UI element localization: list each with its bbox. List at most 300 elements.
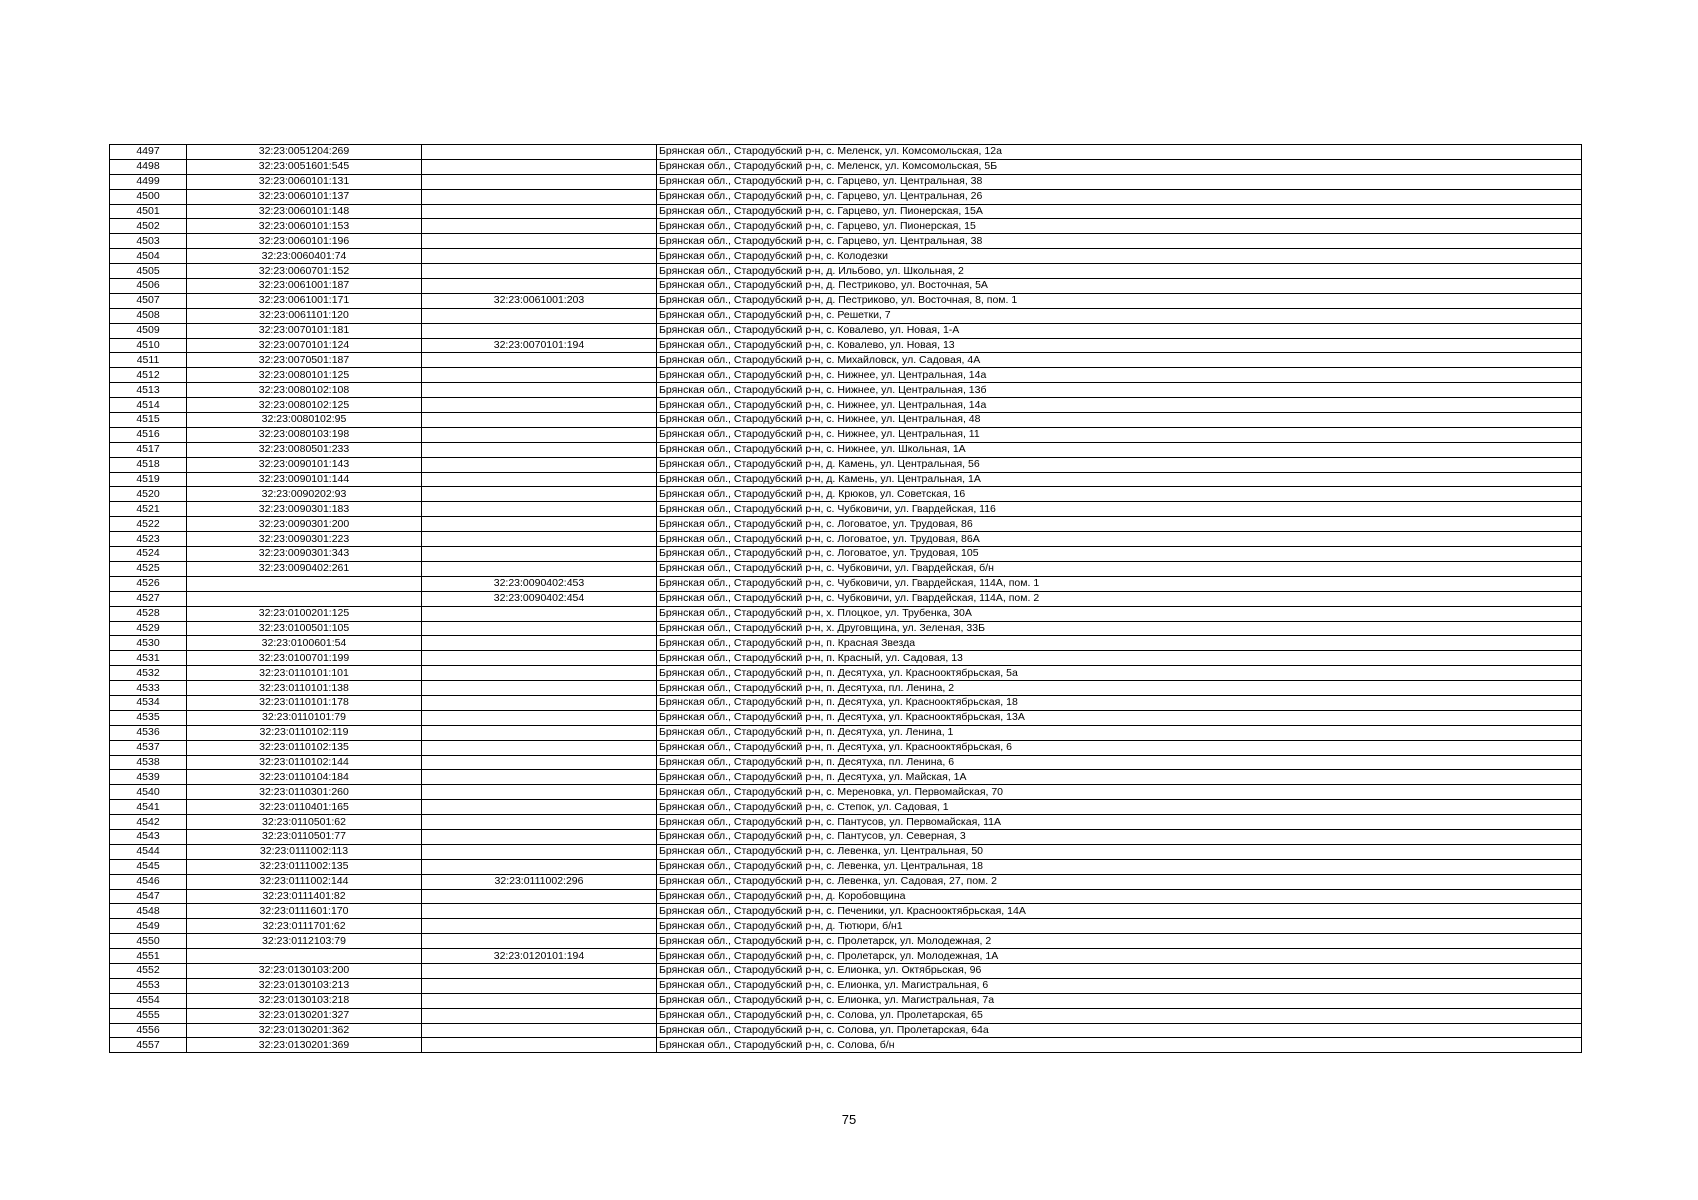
cadastral-number-cell: 32:23:0060101:148 — [187, 204, 422, 219]
table-row — [110, 1038, 1582, 1053]
row-number-cell: 4517 — [110, 442, 187, 457]
room-cadastral-number-cell: 32:23:0120101:194 — [422, 949, 657, 964]
table-row — [110, 487, 1582, 502]
cadastral-number-cell: 32:23:0110501:77 — [187, 829, 422, 844]
cadastral-number-cell: 32:23:0080101:125 — [187, 368, 422, 383]
address-cell: Брянская обл., Стародубский р-н, с. Елионка, ул. Октябрьская, 96 — [657, 963, 1582, 978]
cadastral-number-cell: 32:23:0070501:187 — [187, 353, 422, 368]
address-cell: Брянская обл., Стародубский р-н, х. Друговщина, ул. Зеленая, 33Б — [657, 621, 1582, 636]
address-cell: Брянская обл., Стародубский р-н, с. Нижнее, ул. Школьная, 1А — [657, 442, 1582, 457]
address-cell: Брянская обл., Стародубский р-н, с. Левенка, ул. Центральная, 18 — [657, 859, 1582, 874]
row-number-cell: 4505 — [110, 264, 187, 279]
room-cadastral-number-cell — [422, 323, 657, 338]
room-cadastral-number-cell — [422, 219, 657, 234]
cadastral-number-cell: 32:23:0051601:545 — [187, 159, 422, 174]
row-number-cell: 4553 — [110, 978, 187, 993]
address-cell: Брянская обл., Стародубский р-н, с. Левенка, ул. Центральная, 50 — [657, 844, 1582, 859]
room-cadastral-number-cell — [422, 159, 657, 174]
table-row — [110, 323, 1582, 338]
row-number-cell: 4497 — [110, 145, 187, 160]
cadastral-number-cell: 32:23:0060101:196 — [187, 234, 422, 249]
address-cell: Брянская обл., Стародубский р-н, с. Чубковичи, ул. Гвардейская, 116 — [657, 502, 1582, 517]
table-row — [110, 413, 1582, 428]
row-number-cell: 4531 — [110, 651, 187, 666]
address-cell: Брянская обл., Стародубский р-н, с. Чубковичи, ул. Гвардейская, б/н — [657, 561, 1582, 576]
table-row — [110, 934, 1582, 949]
room-cadastral-number-cell — [422, 532, 657, 547]
row-number-cell: 4515 — [110, 413, 187, 428]
table-row — [110, 517, 1582, 532]
table-row — [110, 710, 1582, 725]
table-row — [110, 293, 1582, 308]
address-cell: Брянская обл., Стародубский р-н, с. Пролетарск, ул. Молодежная, 2 — [657, 934, 1582, 949]
row-number-cell: 4525 — [110, 561, 187, 576]
room-cadastral-number-cell: 32:23:0061001:203 — [422, 293, 657, 308]
room-cadastral-number-cell — [422, 666, 657, 681]
row-number-cell: 4526 — [110, 576, 187, 591]
room-cadastral-number-cell — [422, 681, 657, 696]
cadastral-number-cell: 32:23:0080102:125 — [187, 398, 422, 413]
room-cadastral-number-cell — [422, 1038, 657, 1053]
row-number-cell: 4543 — [110, 829, 187, 844]
room-cadastral-number-cell — [422, 993, 657, 1008]
cadastral-number-cell: 32:23:0090202:93 — [187, 487, 422, 502]
row-number-cell: 4502 — [110, 219, 187, 234]
row-number-cell: 4507 — [110, 293, 187, 308]
table-row — [110, 800, 1582, 815]
room-cadastral-number-cell — [422, 785, 657, 800]
table-row — [110, 874, 1582, 889]
cadastral-number-cell: 32:23:0130201:327 — [187, 1008, 422, 1023]
table-row — [110, 755, 1582, 770]
table-row — [110, 1023, 1582, 1038]
cadastral-number-cell: 32:23:0130103:200 — [187, 963, 422, 978]
address-cell: Брянская обл., Стародубский р-н, д. Пестриково, ул. Восточная, 5А — [657, 279, 1582, 294]
cadastral-number-cell: 32:23:0051204:269 — [187, 145, 422, 160]
cadastral-number-cell: 32:23:0130201:362 — [187, 1023, 422, 1038]
cadastral-number-cell: 32:23:0100601:54 — [187, 636, 422, 651]
address-cell: Брянская обл., Стародубский р-н, п. Десятуха, пл. Ленина, 2 — [657, 681, 1582, 696]
address-cell: Брянская обл., Стародубский р-н, х. Плоцкое, ул. Трубенка, 30А — [657, 606, 1582, 621]
address-cell: Брянская обл., Стародубский р-н, с. Пантусов, ул. Северная, 3 — [657, 829, 1582, 844]
room-cadastral-number-cell — [422, 249, 657, 264]
row-number-cell: 4532 — [110, 666, 187, 681]
cadastral-number-cell: 32:23:0110401:165 — [187, 800, 422, 815]
room-cadastral-number-cell — [422, 472, 657, 487]
table-row — [110, 279, 1582, 294]
cadastral-number-cell: 32:23:0112103:79 — [187, 934, 422, 949]
table-row — [110, 502, 1582, 517]
room-cadastral-number-cell: 32:23:0090402:454 — [422, 591, 657, 606]
address-cell: Брянская обл., Стародубский р-н, с. Мереновка, ул. Первомайская, 70 — [657, 785, 1582, 800]
address-cell: Брянская обл., Стародубский р-н, д. Крюков, ул. Советская, 16 — [657, 487, 1582, 502]
row-number-cell: 4500 — [110, 189, 187, 204]
row-number-cell: 4554 — [110, 993, 187, 1008]
cadastral-number-cell: 32:23:0070101:124 — [187, 338, 422, 353]
room-cadastral-number-cell: 32:23:0090402:453 — [422, 576, 657, 591]
address-cell: Брянская обл., Стародубский р-н, п. Десятуха, ул. Майская, 1А — [657, 770, 1582, 785]
row-number-cell: 4538 — [110, 755, 187, 770]
row-number-cell: 4549 — [110, 919, 187, 934]
address-cell: Брянская обл., Стародубский р-н, с. Меленск, ул. Комсомольская, 12а — [657, 145, 1582, 160]
address-cell: Брянская обл., Стародубский р-н, с. Гарцево, ул. Центральная, 38 — [657, 234, 1582, 249]
cadastral-number-cell: 32:23:0070101:181 — [187, 323, 422, 338]
table-row — [110, 949, 1582, 964]
row-number-cell: 4555 — [110, 1008, 187, 1023]
room-cadastral-number-cell — [422, 636, 657, 651]
address-cell: Брянская обл., Стародубский р-н, п. Десятуха, ул. Краснооктябрьская, 6 — [657, 740, 1582, 755]
room-cadastral-number-cell — [422, 502, 657, 517]
cadastral-number-cell: 32:23:0080501:233 — [187, 442, 422, 457]
address-cell: Брянская обл., Стародубский р-н, д. Тютюри, б/н1 — [657, 919, 1582, 934]
address-cell: Брянская обл., Стародубский р-н, с. Решетки, 7 — [657, 308, 1582, 323]
cadastral-number-cell: 32:23:0111701:62 — [187, 919, 422, 934]
table-row — [110, 338, 1582, 353]
table-row — [110, 859, 1582, 874]
table-row — [110, 636, 1582, 651]
room-cadastral-number-cell — [422, 383, 657, 398]
room-cadastral-number-cell — [422, 621, 657, 636]
room-cadastral-number-cell — [422, 800, 657, 815]
table-row — [110, 904, 1582, 919]
row-number-cell: 4511 — [110, 353, 187, 368]
table-row — [110, 844, 1582, 859]
address-cell: Брянская обл., Стародубский р-н, с. Пролетарск, ул. Молодежная, 1А — [657, 949, 1582, 964]
cadastral-number-cell: 32:23:0060101:137 — [187, 189, 422, 204]
address-cell: Брянская обл., Стародубский р-н, с. Гарцево, ул. Пионерская, 15 — [657, 219, 1582, 234]
address-cell: Брянская обл., Стародубский р-н, п. Десятуха, пл. Ленина, 6 — [657, 755, 1582, 770]
table-row — [110, 561, 1582, 576]
row-number-cell: 4548 — [110, 904, 187, 919]
cadastral-number-cell: 32:23:0061001:171 — [187, 293, 422, 308]
cadastral-number-cell: 32:23:0130201:369 — [187, 1038, 422, 1053]
row-number-cell: 4499 — [110, 174, 187, 189]
row-number-cell: 4551 — [110, 949, 187, 964]
address-cell: Брянская обл., Стародубский р-н, с. Нижнее, ул. Центральная, 48 — [657, 413, 1582, 428]
cadastral-number-cell: 32:23:0110101:79 — [187, 710, 422, 725]
address-cell: Брянская обл., Стародубский р-н, д. Пестриково, ул. Восточная, 8, пом. 1 — [657, 293, 1582, 308]
address-cell: Брянская обл., Стародубский р-н, п. Красный, ул. Садовая, 13 — [657, 651, 1582, 666]
room-cadastral-number-cell: 32:23:0111002:296 — [422, 874, 657, 889]
cadastral-number-cell: 32:23:0110301:260 — [187, 785, 422, 800]
cadastral-number-cell: 32:23:0110102:144 — [187, 755, 422, 770]
row-number-cell: 4522 — [110, 517, 187, 532]
room-cadastral-number-cell — [422, 189, 657, 204]
address-cell: Брянская обл., Стародубский р-н, с. Логоватое, ул. Трудовая, 86 — [657, 517, 1582, 532]
cadastral-number-cell: 32:23:0060701:152 — [187, 264, 422, 279]
table-row — [110, 472, 1582, 487]
room-cadastral-number-cell — [422, 145, 657, 160]
cadastral-number-cell: 32:23:0080102:108 — [187, 383, 422, 398]
table-row — [110, 770, 1582, 785]
address-cell: Брянская обл., Стародубский р-н, с. Гарцево, ул. Центральная, 26 — [657, 189, 1582, 204]
cadastral-number-cell: 32:23:0060101:131 — [187, 174, 422, 189]
address-cell: Брянская обл., Стародубский р-н, с. Гарцево, ул. Пионерская, 15А — [657, 204, 1582, 219]
room-cadastral-number-cell — [422, 889, 657, 904]
row-number-cell: 4512 — [110, 368, 187, 383]
row-number-cell: 4519 — [110, 472, 187, 487]
room-cadastral-number-cell — [422, 740, 657, 755]
room-cadastral-number-cell — [422, 695, 657, 710]
cadastral-number-cell — [187, 591, 422, 606]
table-row — [110, 993, 1582, 1008]
room-cadastral-number-cell — [422, 844, 657, 859]
table-row — [110, 368, 1582, 383]
cadastral-number-cell: 32:23:0080102:95 — [187, 413, 422, 428]
row-number-cell: 4530 — [110, 636, 187, 651]
address-cell: Брянская обл., Стародубский р-н, с. Солова, б/н — [657, 1038, 1582, 1053]
address-cell: Брянская обл., Стародубский р-н, с. Нижнее, ул. Центральная, 14а — [657, 368, 1582, 383]
row-number-cell: 4528 — [110, 606, 187, 621]
address-cell: Брянская обл., Стародубский р-н, д. Камень, ул. Центральная, 1А — [657, 472, 1582, 487]
room-cadastral-number-cell — [422, 517, 657, 532]
table-row — [110, 308, 1582, 323]
property-table — [109, 144, 1582, 1053]
address-cell: Брянская обл., Стародубский р-н, п. Красная Звезда — [657, 636, 1582, 651]
address-cell: Брянская обл., Стародубский р-н, д. Коробовщина — [657, 889, 1582, 904]
row-number-cell: 4533 — [110, 681, 187, 696]
row-number-cell: 4506 — [110, 279, 187, 294]
row-number-cell: 4529 — [110, 621, 187, 636]
room-cadastral-number-cell — [422, 904, 657, 919]
row-number-cell: 4501 — [110, 204, 187, 219]
row-number-cell: 4523 — [110, 532, 187, 547]
page-number: 75 — [841, 1112, 857, 1127]
row-number-cell: 4520 — [110, 487, 187, 502]
cadastral-number-cell: 32:23:0110102:119 — [187, 725, 422, 740]
address-cell: Брянская обл., Стародубский р-н, с. Логоватое, ул. Трудовая, 86А — [657, 532, 1582, 547]
table-row — [110, 383, 1582, 398]
room-cadastral-number-cell — [422, 725, 657, 740]
table-row — [110, 695, 1582, 710]
row-number-cell: 4552 — [110, 963, 187, 978]
table-row — [110, 532, 1582, 547]
room-cadastral-number-cell — [422, 934, 657, 949]
cadastral-number-cell: 32:23:0090301:200 — [187, 517, 422, 532]
address-cell: Брянская обл., Стародубский р-н, с. Нижнее, ул. Центральная, 11 — [657, 427, 1582, 442]
table-row — [110, 442, 1582, 457]
row-number-cell: 4514 — [110, 398, 187, 413]
row-number-cell: 4504 — [110, 249, 187, 264]
row-number-cell: 4516 — [110, 427, 187, 442]
table-row — [110, 978, 1582, 993]
cadastral-number-cell: 32:23:0090101:144 — [187, 472, 422, 487]
table-row — [110, 457, 1582, 472]
room-cadastral-number-cell — [422, 174, 657, 189]
address-cell: Брянская обл., Стародубский р-н, с. Елионка, ул. Магистральная, 6 — [657, 978, 1582, 993]
table-row — [110, 1008, 1582, 1023]
table-row — [110, 815, 1582, 830]
table-row — [110, 919, 1582, 934]
room-cadastral-number-cell — [422, 963, 657, 978]
row-number-cell: 4518 — [110, 457, 187, 472]
row-number-cell: 4524 — [110, 547, 187, 562]
cadastral-number-cell: 32:23:0110101:101 — [187, 666, 422, 681]
table-row — [110, 889, 1582, 904]
address-cell: Брянская обл., Стародубский р-н, с. Ковалево, ул. Новая, 13 — [657, 338, 1582, 353]
table-row — [110, 725, 1582, 740]
address-cell: Брянская обл., Стародубский р-н, с. Печеники, ул. Краснооктябрьская, 14А — [657, 904, 1582, 919]
row-number-cell: 4521 — [110, 502, 187, 517]
row-number-cell: 4536 — [110, 725, 187, 740]
row-number-cell: 4509 — [110, 323, 187, 338]
room-cadastral-number-cell — [422, 353, 657, 368]
cadastral-number-cell: 32:23:0111002:135 — [187, 859, 422, 874]
room-cadastral-number-cell — [422, 457, 657, 472]
table-row — [110, 219, 1582, 234]
cadastral-number-cell: 32:23:0100201:125 — [187, 606, 422, 621]
address-cell: Брянская обл., Стародубский р-н, с. Чубковичи, ул. Гвардейская, 114А, пом. 2 — [657, 591, 1582, 606]
row-number-cell: 4540 — [110, 785, 187, 800]
table-row — [110, 829, 1582, 844]
address-cell: Брянская обл., Стародубский р-н, с. Меленск, ул. Комсомольская, 5Б — [657, 159, 1582, 174]
room-cadastral-number-cell — [422, 919, 657, 934]
cadastral-number-cell: 32:23:0090301:183 — [187, 502, 422, 517]
row-number-cell: 4542 — [110, 815, 187, 830]
row-number-cell: 4546 — [110, 874, 187, 889]
room-cadastral-number-cell — [422, 859, 657, 874]
row-number-cell: 4539 — [110, 770, 187, 785]
table-row — [110, 740, 1582, 755]
room-cadastral-number-cell — [422, 442, 657, 457]
cadastral-number-cell: 32:23:0110101:178 — [187, 695, 422, 710]
address-cell: Брянская обл., Стародубский р-н, п. Десятуха, ул. Краснооктябрьская, 5а — [657, 666, 1582, 681]
row-number-cell: 4510 — [110, 338, 187, 353]
cadastral-number-cell: 32:23:0090301:343 — [187, 547, 422, 562]
room-cadastral-number-cell — [422, 308, 657, 323]
table-row — [110, 427, 1582, 442]
cadastral-number-cell: 32:23:0111401:82 — [187, 889, 422, 904]
row-number-cell: 4537 — [110, 740, 187, 755]
table-row — [110, 963, 1582, 978]
room-cadastral-number-cell — [422, 978, 657, 993]
row-number-cell: 4541 — [110, 800, 187, 815]
table-body — [110, 145, 1582, 1053]
room-cadastral-number-cell — [422, 204, 657, 219]
room-cadastral-number-cell: 32:23:0070101:194 — [422, 338, 657, 353]
table-row — [110, 576, 1582, 591]
cadastral-number-cell: 32:23:0060401:74 — [187, 249, 422, 264]
room-cadastral-number-cell — [422, 264, 657, 279]
cadastral-number-cell: 32:23:0110501:62 — [187, 815, 422, 830]
row-number-cell: 4498 — [110, 159, 187, 174]
address-cell: Брянская обл., Стародубский р-н, п. Десятуха, ул. Краснооктябрьская, 13А — [657, 710, 1582, 725]
cadastral-number-cell: 32:23:0111002:113 — [187, 844, 422, 859]
cadastral-number-cell: 32:23:0060101:153 — [187, 219, 422, 234]
address-cell: Брянская обл., Стародубский р-н, с. Чубковичи, ул. Гвардейская, 114А, пом. 1 — [657, 576, 1582, 591]
row-number-cell: 4545 — [110, 859, 187, 874]
cadastral-number-cell: 32:23:0111601:170 — [187, 904, 422, 919]
address-cell: Брянская обл., Стародубский р-н, с. Солова, ул. Пролетарская, 64а — [657, 1023, 1582, 1038]
table-row — [110, 189, 1582, 204]
room-cadastral-number-cell — [422, 606, 657, 621]
cadastral-number-cell: 32:23:0130103:218 — [187, 993, 422, 1008]
row-number-cell: 4557 — [110, 1038, 187, 1053]
row-number-cell: 4527 — [110, 591, 187, 606]
table-row — [110, 785, 1582, 800]
cadastral-number-cell — [187, 949, 422, 964]
address-cell: Брянская обл., Стародубский р-н, с. Нижнее, ул. Центральная, 14а — [657, 398, 1582, 413]
row-number-cell: 4508 — [110, 308, 187, 323]
room-cadastral-number-cell — [422, 815, 657, 830]
table-row — [110, 398, 1582, 413]
room-cadastral-number-cell — [422, 234, 657, 249]
address-cell: Брянская обл., Стародубский р-н, д. Камень, ул. Центральная, 56 — [657, 457, 1582, 472]
address-cell: Брянская обл., Стародубский р-н, с. Солова, ул. Пролетарская, 65 — [657, 1008, 1582, 1023]
room-cadastral-number-cell — [422, 1008, 657, 1023]
room-cadastral-number-cell — [422, 413, 657, 428]
row-number-cell: 4503 — [110, 234, 187, 249]
cadastral-number-cell: 32:23:0090402:261 — [187, 561, 422, 576]
table-row — [110, 681, 1582, 696]
table-row — [110, 264, 1582, 279]
room-cadastral-number-cell — [422, 710, 657, 725]
address-cell: Брянская обл., Стародубский р-н, с. Ковалево, ул. Новая, 1-А — [657, 323, 1582, 338]
cadastral-number-cell: 32:23:0130103:213 — [187, 978, 422, 993]
address-cell: Брянская обл., Стародубский р-н, с. Михайловск, ул. Садовая, 4А — [657, 353, 1582, 368]
row-number-cell: 4556 — [110, 1023, 187, 1038]
address-cell: Брянская обл., Стародубский р-н, с. Логоватое, ул. Трудовая, 105 — [657, 547, 1582, 562]
cadastral-number-cell: 32:23:0080103:198 — [187, 427, 422, 442]
room-cadastral-number-cell — [422, 829, 657, 844]
row-number-cell: 4535 — [110, 710, 187, 725]
row-number-cell: 4534 — [110, 695, 187, 710]
table-row — [110, 249, 1582, 264]
row-number-cell: 4513 — [110, 383, 187, 398]
row-number-cell: 4550 — [110, 934, 187, 949]
cadastral-number-cell — [187, 576, 422, 591]
cadastral-number-cell: 32:23:0090301:223 — [187, 532, 422, 547]
room-cadastral-number-cell — [422, 547, 657, 562]
room-cadastral-number-cell — [422, 398, 657, 413]
address-cell: Брянская обл., Стародубский р-н, п. Десятуха, ул. Ленина, 1 — [657, 725, 1582, 740]
room-cadastral-number-cell — [422, 770, 657, 785]
room-cadastral-number-cell — [422, 1023, 657, 1038]
address-cell: Брянская обл., Стародубский р-н, с. Левенка, ул. Садовая, 27, пом. 2 — [657, 874, 1582, 889]
address-cell: Брянская обл., Стародубский р-н, п. Десятуха, ул. Краснооктябрьская, 18 — [657, 695, 1582, 710]
table-row — [110, 666, 1582, 681]
table-row — [110, 234, 1582, 249]
cadastral-number-cell: 32:23:0110102:135 — [187, 740, 422, 755]
room-cadastral-number-cell — [422, 755, 657, 770]
address-cell: Брянская обл., Стародубский р-н, с. Колодезки — [657, 249, 1582, 264]
table-row — [110, 353, 1582, 368]
table-row — [110, 174, 1582, 189]
table-row — [110, 651, 1582, 666]
address-cell: Брянская обл., Стародубский р-н, с. Елионка, ул. Магистральная, 7а — [657, 993, 1582, 1008]
cadastral-number-cell: 32:23:0061001:187 — [187, 279, 422, 294]
room-cadastral-number-cell — [422, 651, 657, 666]
table-row — [110, 621, 1582, 636]
cadastral-number-cell: 32:23:0110101:138 — [187, 681, 422, 696]
table-row — [110, 204, 1582, 219]
address-cell: Брянская обл., Стародубский р-н, с. Гарцево, ул. Центральная, 38 — [657, 174, 1582, 189]
table-row — [110, 145, 1582, 160]
table-row — [110, 159, 1582, 174]
address-cell: Брянская обл., Стародубский р-н, с. Степок, ул. Садовая, 1 — [657, 800, 1582, 815]
cadastral-number-cell: 32:23:0090101:143 — [187, 457, 422, 472]
cadastral-number-cell: 32:23:0111002:144 — [187, 874, 422, 889]
address-cell: Брянская обл., Стародубский р-н, с. Нижнее, ул. Центральная, 13б — [657, 383, 1582, 398]
row-number-cell: 4544 — [110, 844, 187, 859]
cadastral-number-cell: 32:23:0100501:105 — [187, 621, 422, 636]
room-cadastral-number-cell — [422, 561, 657, 576]
cadastral-number-cell: 32:23:0100701:199 — [187, 651, 422, 666]
address-cell: Брянская обл., Стародубский р-н, д. Ильбово, ул. Школьная, 2 — [657, 264, 1582, 279]
room-cadastral-number-cell — [422, 487, 657, 502]
table-row — [110, 547, 1582, 562]
room-cadastral-number-cell — [422, 279, 657, 294]
